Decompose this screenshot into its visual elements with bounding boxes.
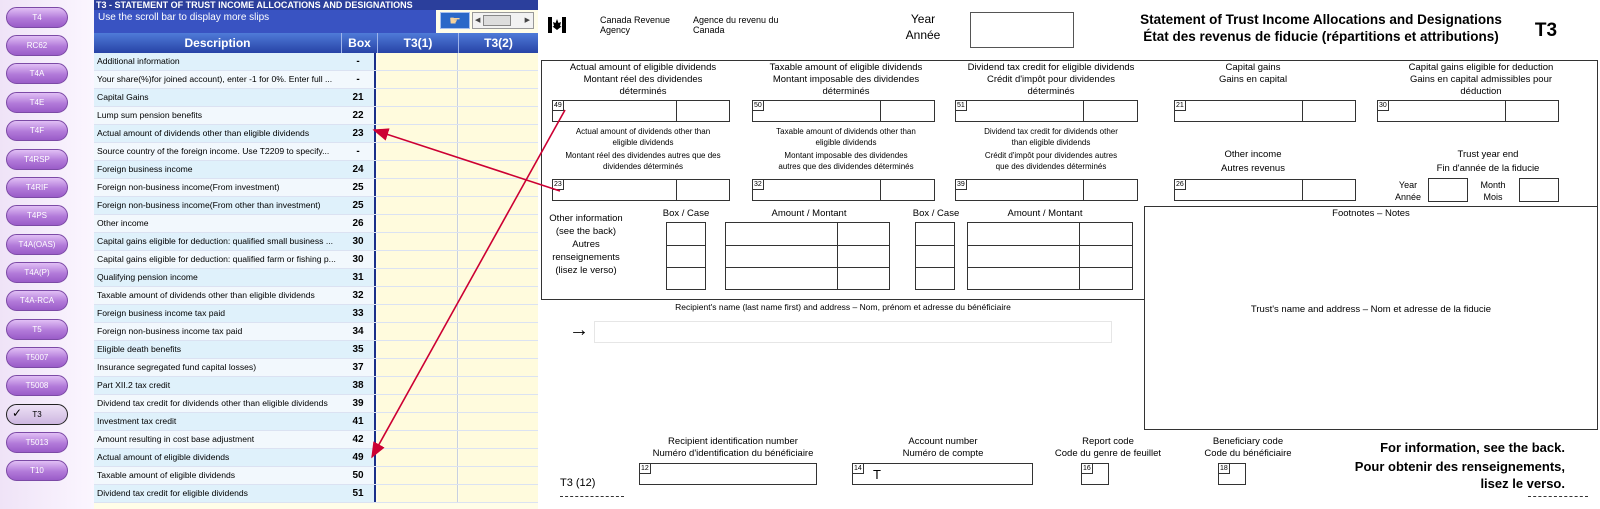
annotation-arrow-49	[372, 110, 565, 457]
recipient-name-label: Recipient's name (last name first) and address – Nom, prénom et adresse du bénéficiaire	[675, 302, 1011, 312]
label-30-fr: Gains en capital admissibles pour	[1409, 74, 1553, 85]
label-23-en: Actual amount of dividends other than	[575, 127, 711, 136]
label-39-en2: than eligible dividends	[1011, 138, 1091, 147]
label-26-fr: Autres revenus	[1221, 163, 1285, 174]
arrow-right-icon: →	[569, 319, 589, 341]
row-description: Taxable amount of eligible dividends	[94, 467, 342, 484]
row-box-number: 26	[342, 215, 376, 232]
label-30-fr2: déduction	[1460, 86, 1502, 97]
row-description: Insurance segregated fund capital losses)	[94, 359, 342, 376]
box-number: 16	[1083, 465, 1091, 472]
ty-year-fr: Année	[1394, 192, 1422, 202]
row-box-number: 42	[342, 431, 376, 448]
row-box-number: 38	[342, 377, 376, 394]
box-number: 51	[957, 102, 965, 109]
form-title-en: Statement of Trust Income Allocations and Designations	[1140, 12, 1502, 27]
box-number: 18	[1220, 465, 1228, 472]
year-label-fr: Année	[905, 28, 941, 42]
tab-label: T4F	[29, 126, 45, 135]
row-description: Foreign business income tax paid	[94, 305, 342, 322]
header-t3-2: T3(2)	[484, 36, 513, 50]
label-39-fr: Crédit d'impôt pour dividendes autres	[984, 151, 1118, 160]
tab-label: T10	[30, 466, 44, 475]
label-21-en: Capital gains	[1225, 62, 1281, 73]
row-box-number: 37	[342, 359, 376, 376]
tab-label: T4E	[29, 98, 45, 107]
row-box-number: 32	[342, 287, 376, 304]
label-32-fr: Montant imposable des dividendes	[784, 151, 908, 160]
box-number: 30	[1379, 102, 1387, 109]
ben-code-en: Beneficiary code	[1212, 436, 1284, 447]
label-50-fr: Montant imposable des dividendes	[772, 74, 920, 85]
row-box-number: 22	[342, 107, 376, 124]
row-box-number: 30	[342, 233, 376, 250]
form-title-fr: État des revenus de fiducie (répartitions et attributions)	[1143, 29, 1499, 44]
acct-label-en: Account number	[908, 436, 978, 447]
other-info-5: (lisez le verso)	[555, 265, 617, 276]
row-description: Dividend tax credit for dividends other than eligible dividends	[94, 395, 342, 412]
box-number: 14	[854, 465, 862, 472]
row-box-number: 39	[342, 395, 376, 412]
row-description: Foreign business income	[94, 161, 342, 178]
agency-en: Canada Revenue Agency	[600, 15, 671, 35]
row-box-number: 35	[342, 341, 376, 358]
slip-code: T3 (12)	[560, 477, 596, 489]
label-23-en2: eligible dividends	[612, 138, 674, 147]
account-number-value: T	[873, 467, 881, 482]
year-label-en: Year	[910, 12, 936, 26]
row-box-number: 25	[342, 197, 376, 214]
form-code: T3	[1534, 20, 1558, 41]
agency-fr: Agence du revenu du Canada	[693, 15, 779, 35]
row-box-number: -	[342, 71, 376, 88]
row-description: Lump sum pension benefits	[94, 107, 342, 124]
row-box-number: 34	[342, 323, 376, 340]
label-39-fr2: que des dividendes déterminés	[995, 162, 1107, 171]
row-description: Capital gains eligible for deduction: qualified small business ...	[94, 233, 342, 250]
info-fr-2: lisez le verso.	[1480, 476, 1565, 491]
report-code-fr: Code du genre de feuillet	[1054, 448, 1162, 459]
grid-hint: Use the scroll bar to display more slips	[94, 10, 436, 33]
row-description: Foreign non-business income(From investment)	[94, 179, 342, 196]
tab-label: T4	[32, 13, 42, 22]
info-fr-1: Pour obtenir des renseignements,	[1354, 459, 1565, 474]
row-box-number: 41	[342, 413, 376, 430]
box-number: 12	[641, 465, 649, 472]
label-30-en: Capital gains eligible for deduction	[1408, 62, 1554, 73]
trust-year-en: Trust year end	[1457, 149, 1519, 160]
ty-month-fr: Mois	[1483, 192, 1503, 202]
label-51-fr2: déterminés	[1027, 86, 1075, 97]
label-49-en: Actual amount of eligible dividends	[569, 62, 717, 73]
box-case-header-2: Box / Case	[912, 208, 960, 219]
row-description: Additional information	[94, 53, 342, 70]
label-23-fr: Montant réel des dividendes autres que des	[565, 151, 721, 160]
row-description: Actual amount of dividends other than eligible dividends	[94, 125, 342, 142]
trust-name-label: Trust's name and address – Nom et adresse de la fiducie	[1250, 304, 1492, 315]
grid-title: T3 - STATEMENT OF TRUST INCOME ALLOCATIONS AND DESIGNATIONS	[94, 0, 538, 10]
tab-label: T5013	[25, 438, 49, 447]
other-info-1: Other information	[549, 213, 623, 224]
box-number: 32	[754, 181, 762, 188]
tab-label: T4RSP	[24, 155, 50, 164]
label-32-fr2: autres que des dividendes déterminés	[778, 162, 914, 171]
label-26-en: Other income	[1224, 149, 1282, 160]
tab-label: T4RIF	[25, 183, 49, 192]
row-description: Investment tax credit	[94, 413, 342, 430]
report-code-en: Report code	[1082, 436, 1134, 447]
other-info-2: (see the back)	[555, 226, 617, 237]
amount-header-1: Amount / Montant	[771, 208, 847, 219]
row-description: Actual amount of eligible dividends	[94, 449, 342, 466]
label-49-fr2: déterminés	[619, 86, 667, 97]
box-number: 50	[754, 102, 762, 109]
header-description: Description	[94, 33, 342, 53]
tab-label: T4PS	[26, 211, 47, 220]
tab-label: RC62	[26, 41, 48, 50]
row-description: Other income	[94, 215, 342, 232]
footnotes-label: Footnotes – Notes	[1332, 208, 1410, 219]
header-t3-1: T3(1)	[378, 33, 459, 53]
trust-year-fr: Fin d'année de la fiducie	[1436, 163, 1540, 174]
tab-label: T3	[32, 410, 42, 419]
tab-label: T5007	[25, 353, 49, 362]
row-description: Your share(%)for joined account), enter -1 for 0%. Enter full ...	[94, 71, 342, 88]
tab-label: T4A(P)	[24, 268, 50, 277]
row-box-number: 31	[342, 269, 376, 286]
header-box: Box	[342, 33, 378, 53]
label-23-fr2: dividendes déterminés	[602, 162, 684, 171]
rin-label-en: Recipient identification number	[668, 436, 798, 447]
scroll-right-icon[interactable]: ▶	[524, 17, 530, 24]
ben-code-fr: Code du bénéficiaire	[1204, 448, 1292, 459]
box-number: 26	[1176, 181, 1184, 188]
row-description: Capital gains eligible for deduction: qualified farm or fishing p...	[94, 251, 342, 268]
tab-label: T4A-RCA	[19, 296, 55, 305]
ty-month-en: Month	[1480, 180, 1506, 190]
label-50-fr2: déterminés	[822, 86, 870, 97]
row-description: Qualifying pension income	[94, 269, 342, 286]
row-description: Dividend tax credit for eligible dividends	[94, 485, 342, 502]
row-description: Amount resulting in cost base adjustment	[94, 431, 342, 448]
pointing-hand-icon: ☛	[440, 12, 470, 29]
row-description: Foreign non-business income(From other than investment)	[94, 197, 342, 214]
box-number: 39	[957, 181, 965, 188]
label-51-fr: Crédit d'impôt pour dividendes	[986, 74, 1116, 85]
row-box-number: 24	[342, 161, 376, 178]
row-description: Foreign non-business income tax paid	[94, 323, 342, 340]
row-box-number: 21	[342, 89, 376, 106]
row-box-number: 25	[342, 179, 376, 196]
row-box-number: 50	[342, 467, 376, 484]
label-51-en: Dividend tax credit for eligible dividends	[967, 62, 1135, 73]
row-box-number: -	[342, 143, 376, 160]
ty-year-en: Year	[1398, 180, 1418, 190]
row-box-number: 23	[342, 125, 376, 142]
acct-label-fr: Numéro de compte	[902, 448, 984, 459]
box-case-header-1: Box / Case	[662, 208, 710, 219]
annotation-arrow-23	[374, 130, 560, 191]
rin-label-fr: Numéro d'identification du bénéficiaire	[652, 448, 814, 459]
amount-header-2: Amount / Montant	[1007, 208, 1083, 219]
row-description: Taxable amount of dividends other than eligible dividends	[94, 287, 342, 304]
label-21-fr: Gains en capital	[1218, 74, 1288, 85]
tab-label: T4A	[29, 69, 45, 78]
row-box-number: 51	[342, 485, 376, 502]
scroll-left-icon[interactable]: ◀	[475, 17, 481, 24]
tab-label: T5008	[25, 381, 49, 390]
label-32-en: Taxable amount of dividends other than	[776, 127, 916, 136]
box-number: 49	[554, 102, 562, 109]
other-info-3: Autres	[572, 239, 600, 250]
box-number: 21	[1176, 102, 1184, 109]
checkmark-icon: ✓	[12, 406, 23, 420]
row-box-number: 49	[342, 449, 376, 466]
box-number: 23	[554, 181, 562, 188]
row-description: Source country of the foreign income. Use T2209 to specify...	[94, 143, 342, 160]
label-50-en: Taxable amount of eligible dividends	[769, 62, 923, 73]
row-description: Capital Gains	[94, 89, 342, 106]
tab-label: T4A(OAS)	[18, 240, 56, 249]
row-description: Eligible death benefits	[94, 341, 342, 358]
row-box-number: 33	[342, 305, 376, 322]
label-39-en: Dividend tax credit for dividends other	[984, 127, 1118, 136]
row-box-number: -	[342, 53, 376, 70]
label-49-fr: Montant réel des dividendes	[583, 74, 703, 85]
row-box-number: 30	[342, 251, 376, 268]
row-description: Part XII.2 tax credit	[94, 377, 342, 394]
tab-label: T5	[32, 325, 42, 334]
info-en: For information, see the back.	[1380, 440, 1565, 455]
other-info-4: renseignements	[552, 252, 620, 263]
label-32-en2: eligible dividends	[815, 138, 877, 147]
